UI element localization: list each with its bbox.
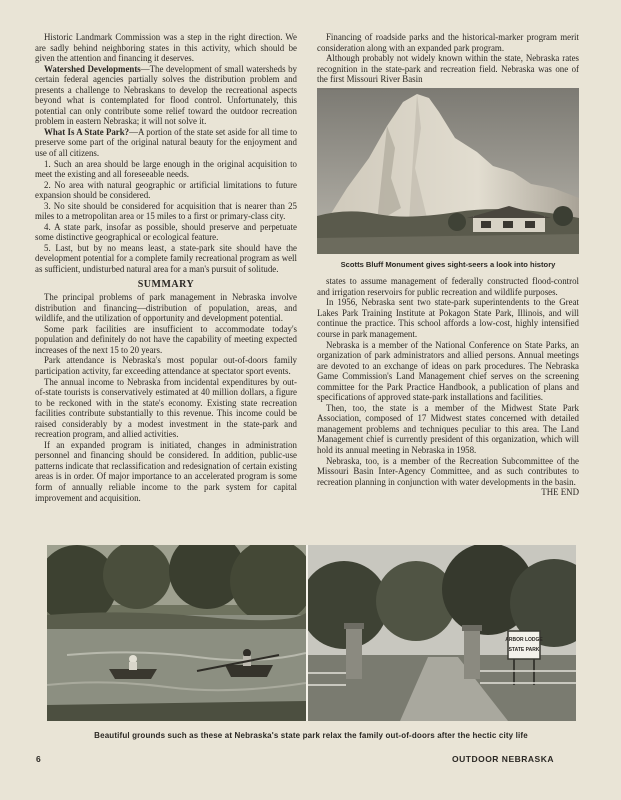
bottom-photo-caption: Beautiful grounds such as these at Nebraska's state park relax the family out-of-doors after the hectic city life [94,731,528,740]
paragraph: Although probably not widely known within the state, Nebraska rates recognition in the state-park and recreation field. Nebraska was one of the first Missouri River Basin [317,53,579,85]
list-item: 1. Such an area should be large enough in the original acquisition to meet the existing and all foreseeable needs. [35,158,297,180]
bottom-photo-spread [47,545,576,721]
the-end-marker: THE END [541,487,579,498]
photo-caption: Scotts Bluff Monument gives sight-seers a look into history [340,259,556,269]
right-column [317,32,579,498]
scotts-bluff-illustration [317,88,579,254]
pond-illustration [47,545,306,721]
summary-heading: SUMMARY [137,278,195,290]
list-item: 3. No site should be considered for acquisition that is nearer than 25 miles to a metropolitan area or 15 miles to a first or primary-class city. [35,200,297,222]
run-in-heading: What Is A State Park? [44,126,130,137]
park-entrance-photo [308,545,576,721]
paragraph: Some park facilities are insufficient to accommodate today's population and definitely do not have the capability of meeting expected increases of the next 15 to 20 years. [35,323,297,355]
paragraph: Park attendance is Nebraska's most popular out-of-doors family participation activity, far exceeding attendance at spectator sport events. [35,355,297,376]
magazine-title: OUTDOOR NEBRASKA [452,754,554,764]
list-item: 4. A state park, insofar as possible, should preserve and perpetuate some distinctive geographical or ecological feature. [35,221,297,243]
paragraph: Nebraska is a member of the National Conference on State Parks, an organization of park administrators and allied persons. Annual meetings are devoted to an exchange of ideas on park procedures. The Nebraska Game Commission's Land Management chief serves on the screening committee for the Park Practice Handbook, a publication of plans and specifications of approved state-park installations and facilities. [317,339,579,403]
sign-text-line2: STATE PARK [508,647,540,653]
paragraph: In 1956, Nebraska sent two state-park superintendents to the Great Lakes Park Training Institute at Pokagon State Park, Illinois, and will continue the practice. This school affords a low-cost, highly intensified course in park management. [317,297,579,340]
paragraph: states to assume management of federally constructed flood-control and irrigation reservoirs for public recreation and wildlife purposes. [317,276,579,297]
scotts-bluff-photo [317,88,579,254]
list-item: 2. No area with natural geographic or artificial limitations to future expansion should be considered. [35,179,297,201]
paragraph: Historic Landmark Commission was a step in the right direction. We are sadly behind neighboring states in this activity, which should be given the attention and financing it deserves. [35,32,297,64]
run-in-heading: Watershed Developments [44,63,141,74]
page-number: 6 [36,754,42,764]
paragraph: Nebraska, too, is a member of the Recreation Subcommittee of the Missouri Basin Inter-Agency Committee, and as such contributes to recreation planning in conjunction with water developments in the basin. THE END [317,455,579,498]
left-column [35,32,297,503]
paragraph: The annual income to Nebraska from incidental expenditures by out-of-state tourists is conservatively estimated at 40 million dollars, a figure to be reckoned with in the state's economy. Existing state recreation facilities contribute substantially to this revenue. This income could be raised considerably by a modest investment in the state-park and recreation program, and allied activities. [35,376,297,440]
paragraph: Then, too, the state is a member of the Midwest State Park Association, composed of 17 Midwest states concerned with detailed management problems and techniques peculiar to this area. The Land Management chief is currently president of this organization, which will hold its annual meeting in Nebraska in 1958. [317,402,579,456]
paragraph: What Is A State Park?—A portion of the state set aside for all time to preserve some part of the original natural beauty for the enjoyment and use of all citizens. [35,126,298,159]
pond-boating-photo [47,545,306,721]
paragraph: Financing of roadside parks and the historical-marker program merit consideration along with an expanded park program. [317,32,579,53]
paragraph: If an expanded program is initiated, changes in administration personnel and financing should be considered. In addition, public-use patterns indicate that reclassification and redesignation of certain existing areas is in order. Of major importance to an accelerated program is some form of annually reliable income to the park system for capital improvement and acquisition. [35,439,297,503]
park-entrance-illustration [308,545,576,721]
list-item: 5. Last, but by no means least, a state-park site should have the development potential for a complete family recreational program as well as sufficient, undisturbed natural area for a man's pursuit of solitude. [35,242,297,275]
paragraph: Watershed Developments—The development of small watersheds by certain federal agencies partially solves the distribution problem and presents a challenge to Nebraskans to develop the recreational aspects beyond what is contemplated for flood control. Unfortunately, this potential can only contribute some relief toward the outdoor recreation problem in eastern Nebraska; it will not solve it. [35,63,297,127]
paragraph: The principal problems of park management in Nebraska involve distribution and financing—distribution of population, areas, and wildlife, and the utilization of opportunity and development potential. [35,292,297,324]
sign-text-line1: ARBOR LODGE [505,637,543,643]
